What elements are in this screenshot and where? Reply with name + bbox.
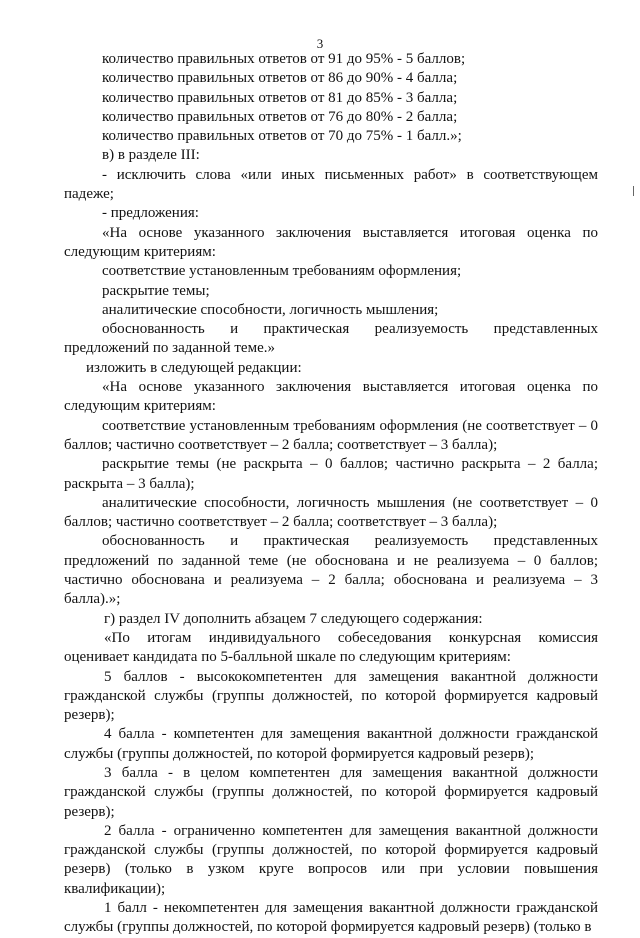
paragraph: аналитические способности, логичность мышления (не соответствует – 0 баллов; частично соответствует – 2 балла; соответствует – 3 балла); — [64, 494, 598, 531]
paragraph: «На основе указанного заключения выставляется итоговая оценка по следующим критериям: — [64, 224, 598, 260]
scan-mark — [633, 186, 634, 196]
paragraph: аналитические способности, логичность мышления; — [102, 301, 439, 318]
paragraph: изложить в следующей редакции: — [86, 359, 302, 376]
paragraph: соответствие установленным требованиям оформления (не соответствует – 0 баллов; частично соответствует – 2 балла; соответствует – 3 балла); — [64, 417, 598, 453]
paragraph: обоснованность и практическая реализуемость представленных предложений по заданной теме (не обоснована и не реализуема – 0 баллов; частично обоснована и реализуема – 2 балла; обоснована и реализуема – 3 балла).»; — [64, 533, 598, 608]
paragraph: 3 балла - в целом компетентен для замещения вакантной должности гражданской службы (группы должностей, по которой формируется кадровый резерв); — [64, 764, 598, 820]
paragraph: - предложения: — [102, 205, 199, 222]
paragraph: соответствие установленным требованиям оформления; — [102, 263, 462, 280]
paragraph: 2 балла - ограниченно компетентен для замещения вакантной должности гражданской службы (группы должностей, по которой формируется кадровый резерв) (только в узком круге вопросов или при условии повышения квалификации); — [64, 822, 598, 897]
paragraph: обоснованность и практическая реализуемость представленных предложений по заданной теме.» — [64, 321, 598, 357]
paragraph: г) раздел IV дополнить абзацем 7 следующего содержания: — [104, 610, 483, 627]
paragraph: количество правильных ответов от 81 до 85% - 3 балла; — [102, 89, 458, 106]
paragraph: 5 баллов - высококомпетентен для замещения вакантной должности гражданской службы (группы должностей, по которой формируется кадровый резерв); — [64, 668, 598, 724]
paragraph: количество правильных ответов от 76 до 80% - 2 балла; — [102, 108, 458, 125]
paragraph: количество правильных ответов от 70 до 75% - 1 балл.»; — [102, 128, 462, 145]
paragraph: количество правильных ответов от 86 до 90% - 4 балла; — [102, 70, 458, 87]
paragraph: «По итогам индивидуального собеседования конкурсная комиссия оценивает кандидата по 5-балльной шкале по следующим критериям: — [64, 629, 598, 666]
paragraph: 4 балла - компетентен для замещения вакантной должности гражданской службы (группы должностей, по которой формируется кадровый резерв); — [64, 726, 598, 762]
document-body — [64, 50, 598, 938]
paragraph: раскрытие темы (не раскрыта – 0 баллов; частично раскрыта – 2 балла; раскрыта – 3 балла); — [64, 456, 598, 492]
paragraph: раскрытие темы; — [102, 282, 210, 299]
paragraph: количество правильных ответов от 91 до 95% - 5 баллов; — [102, 51, 466, 67]
page-number: 3 — [316, 36, 324, 51]
paragraph: - исключить слова «или иных письменных работ» в соответствующем падеже; — [64, 166, 598, 203]
paragraph: «На основе указанного заключения выставляется итоговая оценка по следующим критериям: — [64, 379, 598, 415]
paragraph: 1 балл - некомпетентен для замещения вакантной должности гражданской службы (группы должностей, по которой формируется кадровый резерв) (только в — [64, 900, 598, 936]
paragraph: в) в разделе III: — [102, 147, 200, 164]
